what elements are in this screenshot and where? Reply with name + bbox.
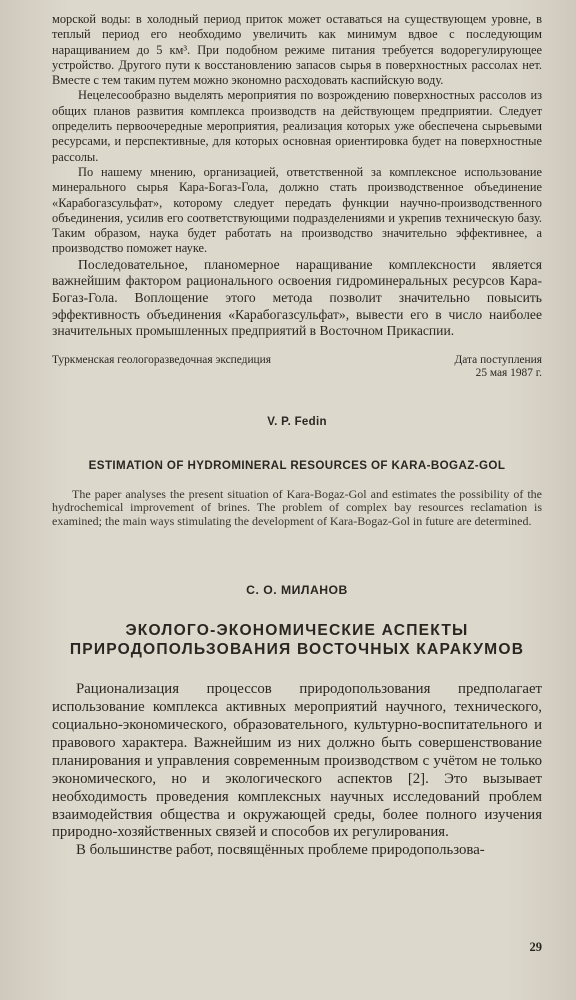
paragraph: Рационализация процессов природопользования предполагает использование комплекса активных мероприятий научного, технического, социально-экономического, образовательного, культурно-воспитательного и правового характера. Важнейшим из них должно быть совершенствование планирования и управления современным производством с учётом не только экономического, но и экологического аспектов [2]. Это вызывает необходимость проведения комплексных научных исследований проблем взаимодействия общества и окружающей среды, более полного изучения природно-хозяйственных связей и способов их регулирования. — [52, 681, 542, 841]
received-label: Дата поступления — [454, 353, 542, 366]
received-date-block — [455, 354, 542, 380]
article-title — [52, 621, 542, 659]
summary-title: ESTIMATION OF HYDROMINERAL RESOURCES OF KARA-BOGAZ-GOL — [88, 458, 506, 472]
article-2 — [52, 583, 542, 860]
page-number: 29 — [529, 940, 542, 954]
english-summary — [52, 416, 542, 529]
article-author: С. О. МИЛАНОВ — [246, 583, 348, 598]
article-body — [52, 681, 542, 860]
paragraph: Нецелесообразно выделять мероприятия по возрождению поверхностных рассолов из общих планов развития комплекса производств на действующем предприятии. Следует определить первоочередные мероприятия, реализация которых уже обеспечена сырьевыми ресурсами, и перспективные, для которых основная ориентировка будет на поверхностные рассолы. — [52, 88, 542, 164]
title-line: ЭКОЛОГО-ЭКОНОМИЧЕСКИЕ АСПЕКТЫ — [125, 622, 469, 640]
summary-author: V. P. Fedin — [267, 415, 327, 428]
summary-abstract: The paper analyses the present situation of Kara-Bogaz-Gol and estimates the possibility of the hydrochemical improvement of brines. The problem of complex bay resources reclamation is examined; the main ways stimulating the development of Kara-Bogaz-Gol in future are determined. — [52, 486, 542, 528]
received-date: 25 мая 1987 г. — [475, 366, 542, 379]
paragraph: По нашему мнению, организацией, ответственной за комплексное использование минерального сырья Кара-Богаз-Гола, должно стать производственное объединение «Карабогазсульфат», которому следует передать функции научно-производственного объединения, усилив его соответствующими подразделениями и укрепив техническую базу. Таким образом, наука будет работать на производство значительно эффективнее, а производство поможет науке. — [52, 164, 542, 256]
title-line: ПРИРОДОПОЛЬЗОВАНИЯ ВОСТОЧНЫХ КАРАКУМОВ — [69, 641, 525, 659]
paragraph: морской воды: в холодный период приток может оставаться на существующем уровне, в теплый период его необходимо увеличить как минимум вдвое с последующим наращиванием до 5 км³. При подобном режиме питания требуется водорегулирующее устройство. Другого пути к восстановлению запасов сырья в поверхностных рассолах нет. Вместе с тем таким путем можно экономно расходовать каспийскую воду. — [52, 12, 542, 88]
article-1-ending — [52, 12, 542, 380]
article-footer — [52, 354, 542, 380]
affiliation: Туркменская геологоразведочная экспедиция — [52, 353, 271, 366]
paragraph: В большинстве работ, посвящённых проблеме природопользова- — [76, 842, 485, 859]
paragraph: Последовательное, планомерное наращивание комплексности является важнейшим фактором рационального освоения гидроминеральных ресурсов Кара-Богаз-Гола. Воплощение этого метода позволит значительно повысить эффективность объединения «Карабогазсульфат», вывести его в число наиболее значительных промышленных предприятий в Восточном Прикаспии. — [52, 256, 542, 339]
